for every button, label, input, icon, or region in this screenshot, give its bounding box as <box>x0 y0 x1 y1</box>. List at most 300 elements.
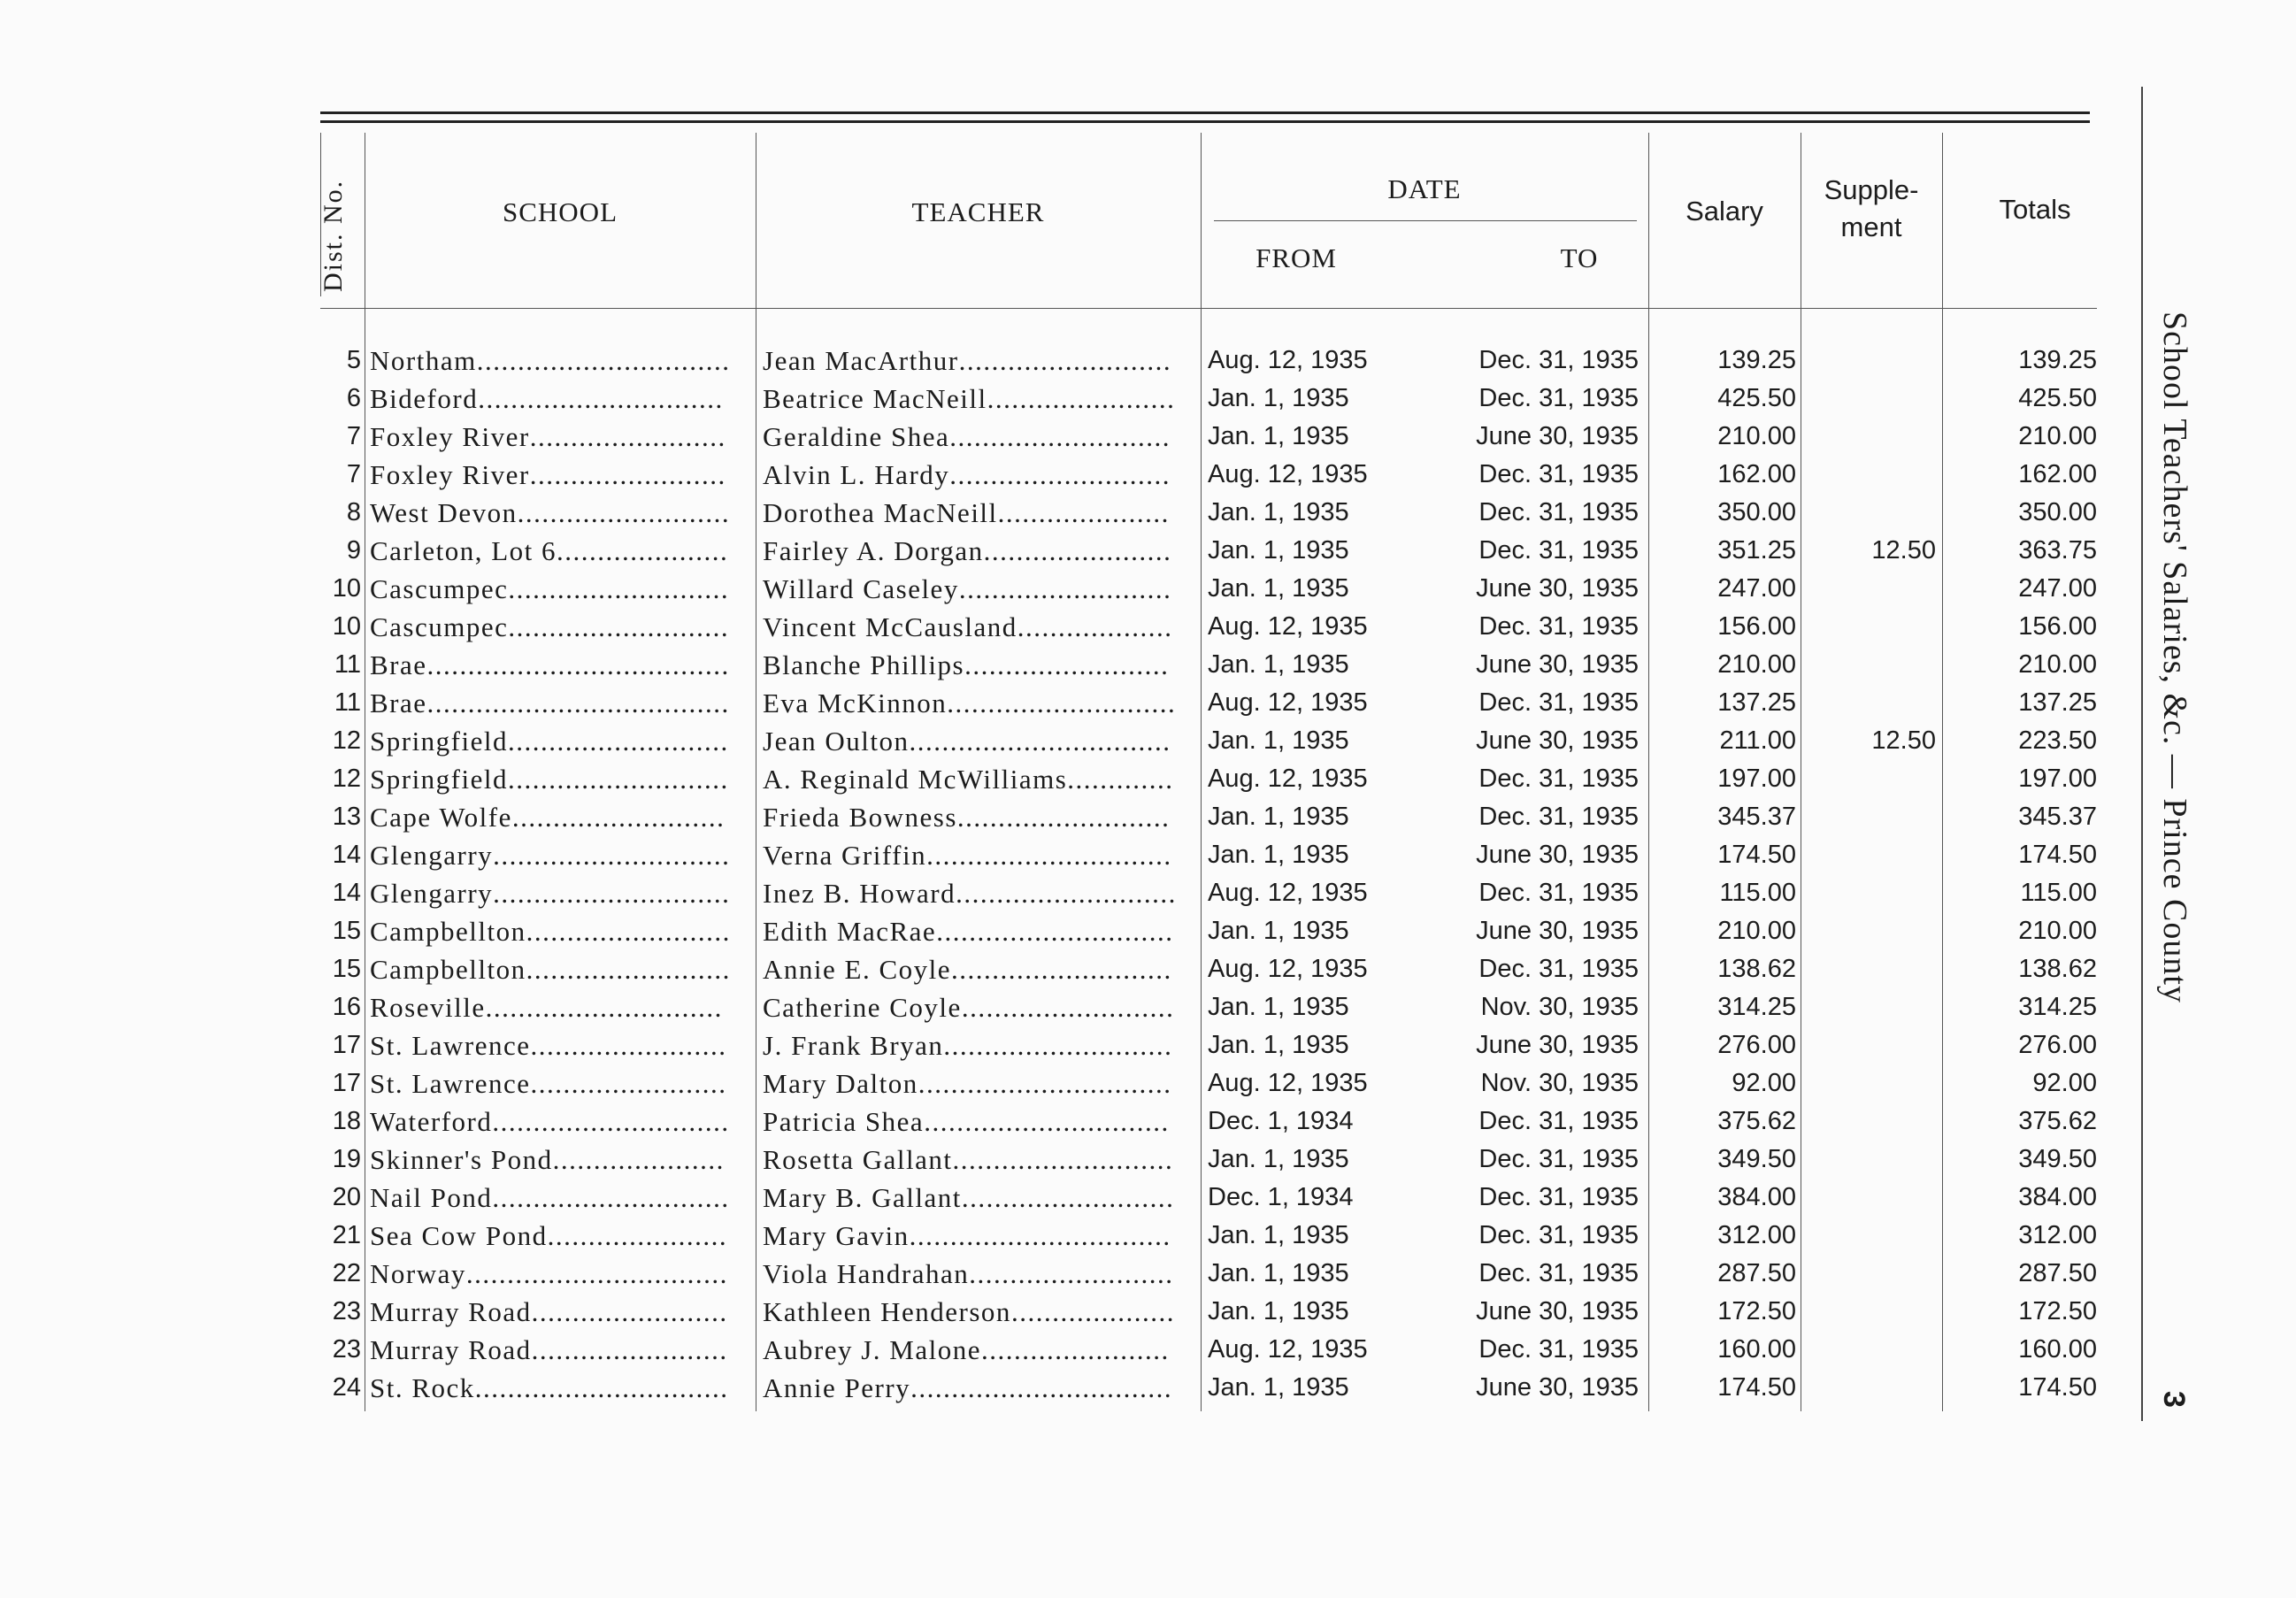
salary-cell <box>1663 456 1796 494</box>
from-date-cell <box>1208 380 1447 418</box>
from-date-cell <box>1208 456 1447 494</box>
total-cell-text: 210.00 <box>2018 422 2097 450</box>
teacher-cell <box>763 760 1196 798</box>
teacher-cell <box>763 950 1196 988</box>
total-cell <box>1947 684 2097 722</box>
dist-no-cell-text: 23 <box>332 1297 361 1325</box>
dot-leader: ........................... <box>508 573 730 604</box>
salary-cell <box>1663 380 1796 418</box>
table-row <box>0 570 2141 608</box>
salary-cell <box>1663 874 1796 912</box>
total-cell <box>1947 532 2097 570</box>
teacher-cell-text: Edith MacRae <box>763 916 937 947</box>
total-cell-text: 350.00 <box>2018 498 2097 526</box>
to-date-cell <box>1416 1102 1639 1141</box>
salary-cell-text: 115.00 <box>1719 879 1796 907</box>
school-cell-text: Carleton, Lot 6 <box>370 535 557 566</box>
salary-cell <box>1663 1141 1796 1179</box>
school-cell <box>370 836 750 874</box>
to-date-cell-text: Dec. 31, 1935 <box>1478 1183 1639 1211</box>
teacher-cell <box>763 1255 1196 1293</box>
salary-cell <box>1663 988 1796 1026</box>
dot-leader: .......................... <box>956 802 1171 833</box>
teacher-cell-text: Patricia Shea <box>763 1106 925 1137</box>
teacher-cell <box>763 646 1196 684</box>
total-cell-text: 223.50 <box>2018 726 2097 755</box>
salary-cell <box>1663 950 1796 988</box>
to-date-cell <box>1416 456 1639 494</box>
dist-no-cell <box>310 1217 361 1255</box>
dot-leader: .......................... <box>517 497 731 528</box>
salary-cell <box>1663 1293 1796 1331</box>
school-cell-text: St. Lawrence <box>370 1068 531 1099</box>
document-page: Dist. No. SCHOOL TEACHER DATE FROM TO Salary Supple- ment Totals 5 Northam............................... Jean MacArthur.......................... Aug. 12, 1935 Dec. 31, 1935 139.25 139.25 6 Bideford.............................. Beatrice MacNeill....................... Jan. 1, 1935 Dec. 31, 1935 425.50 425.50 7 Foxley River........................ Geraldine Shea........................... Jan. 1, 1935 June 30, 1935 210.00 210.00 7 Foxley River........................ Alvin L. Hardy........................... Aug. 12, 1935 Dec. 31, 1935 162.00 162.00 8 West Devon.......................... Dorothea MacNeill..................... Jan. 1, 1935 Dec. 31, 1935 350.00 350.00 9 Carleton, Lot 6..................... Fairley A. Dorgan....................... Jan. 1, 1935 Dec. 31, 1935 351.25 12.50 363.75 10 Cascumpec........................... Willard Caseley.......................... Jan. 1, 1935 June 30, 1935 247.00 247.00 10 Cascumpec........................... Vincent McCausland................... Aug. 12, 1935 Dec. 31, 1935 156.00 156.00 11 Brae..................................... Blanche Phillips......................... Jan. 1, 1935 June 30, 1935 210.00 210.00 11 Brae..................................... Eva McKinnon............................ Aug. 12, 1935 Dec. 31, 1935 137.25 137.25 12 Springfield........................... Jean Oulton................................ Jan. 1, 1935 June 30, 1935 211.00 12.50 223.50 12 Springfield........................... A. Reginald McWilliams............. Aug. 12, 1935 Dec. 31, 1935 197.00 197.00 13 Cape Wolfe.......................... Frieda Bowness.......................... Jan. 1, 1935 Dec. 31, 1935 345.37 345.37 14 Glengarry............................. Verna Griffin.............................. Jan. 1, 1935 June 30, 1935 174.50 174.50 14 Glengarry............................. Inez B. Howard........................... Aug. 12, 1935 Dec. 31, 1935 115.00 115.00 15 Campbellton......................... Edith MacRae............................. Jan. 1, 1935 June 30, 1935 210.00 210.00 15 Campbellton......................... Annie E. Coyle........................... Aug. 12, 1935 Dec. 31, 1935 138.62 138.62 16 Roseville............................. Catherine Coyle.......................... Jan. 1, 1935 Nov. 30, 1935 314.25 314.25 17 St. Lawrence........................ J. Frank Bryan............................ Jan. 1, 1935 June 30, 1935 276.00 276.00 17 St. Lawrence........................ Mary Dalton............................... Aug. 12, 1935 Nov. 30, 1935 92.00 92.00 18 Waterford............................. Patricia Shea.............................. Dec. 1, 1934 Dec. 31, 1935 375.62 375.62 19 Skinner's Pond..................... Rosetta Gallant........................... Jan. 1, 1935 Dec. 31, 1935 349.50 349.50 20 Nail Pond............................. Mary B. Gallant.......................... Dec. 1, 1934 Dec. 31, 1935 384.00 384.00 21 Sea Cow Pond...................... Mary Gavin................................ Jan. 1, 1935 Dec. 31, 1935 312.00 312.00 22 Norway................................ Viola Handrahan......................... Jan. 1, 1935 Dec. 31, 1935 287.50 287.50 23 Murray Road........................ Kathleen Henderson.................... Jan. 1, 1935 June 30, 1935 172.50 172.50 23 Murray Road........................ Aubrey J. Malone....................... Aug. 12, 1935 Dec. 31, 1935 160.00 160.00 24 St. Rock............................... Annie Perry................................ Jan. 1, 1935 June 30, 1935 174.50 174.50 School Teachers' Salaries, &c. — Prince County 3 <box>0 0 2296 1598</box>
dot-leader: ......................... <box>526 916 731 947</box>
from-header: FROM <box>1256 242 1337 273</box>
school-cell-text: St. Rock <box>370 1372 475 1403</box>
dot-leader: ....................... <box>980 1334 1170 1365</box>
total-cell-text: 137.25 <box>2018 688 2097 717</box>
teacher-cell <box>763 1064 1196 1102</box>
to-date-cell <box>1416 1217 1639 1255</box>
from-date-cell-text: Jan. 1, 1935 <box>1208 1221 1349 1249</box>
school-cell <box>370 646 750 684</box>
table-row <box>0 836 2141 874</box>
school-cell <box>370 1064 750 1102</box>
to-date-cell <box>1416 1064 1639 1102</box>
teacher-cell-text: Catherine Coyle <box>763 992 962 1023</box>
supplement-cell-text: 12.50 <box>1871 726 1936 755</box>
from-date-cell <box>1208 874 1447 912</box>
dot-leader: ......................... <box>964 649 1170 680</box>
dist-no-cell <box>310 760 361 798</box>
salary-cell-text: 92.00 <box>1732 1069 1796 1097</box>
total-cell-text: 156.00 <box>2018 612 2097 641</box>
teacher-cell <box>763 988 1196 1026</box>
dist-no-cell-text: 7 <box>346 460 361 488</box>
school-cell-text: Foxley River <box>370 421 530 452</box>
dist-no-cell <box>310 342 361 380</box>
dist-no-cell <box>310 1179 361 1217</box>
to-date-cell-text: Dec. 31, 1935 <box>1478 1221 1639 1249</box>
total-cell <box>1947 874 2097 912</box>
to-date-cell <box>1416 1293 1639 1331</box>
teacher-cell <box>763 1179 1196 1217</box>
to-date-cell <box>1416 760 1639 798</box>
table-row <box>0 1026 2141 1064</box>
from-date-cell-text: Jan. 1, 1935 <box>1208 726 1349 755</box>
total-cell <box>1947 950 2097 988</box>
to-date-cell <box>1416 722 1639 760</box>
school-cell-text: Murray Road <box>370 1334 532 1365</box>
dist-no-cell <box>310 874 361 912</box>
dot-leader: ............................. <box>493 878 731 909</box>
salary-cell <box>1663 836 1796 874</box>
page-edge-rule <box>2141 87 2143 1421</box>
salary-cell <box>1663 570 1796 608</box>
dist-no-cell <box>310 1064 361 1102</box>
dot-leader: ............................... <box>918 1068 1172 1099</box>
total-cell-text: 138.62 <box>2018 955 2097 983</box>
from-date-cell-text: Aug. 12, 1935 <box>1208 1069 1368 1097</box>
total-cell-text: 363.75 <box>2018 536 2097 565</box>
salary-cell-text: 384.00 <box>1717 1183 1796 1211</box>
salary-cell-text: 351.25 <box>1717 536 1796 565</box>
dist-no-cell <box>310 380 361 418</box>
total-cell <box>1947 380 2097 418</box>
from-date-cell-text: Jan. 1, 1935 <box>1208 1297 1349 1325</box>
top-rule-lower <box>320 120 2090 123</box>
from-date-cell <box>1208 646 1447 684</box>
teacher-cell <box>763 1369 1196 1407</box>
total-cell <box>1947 1331 2097 1369</box>
from-date-cell-text: Aug. 12, 1935 <box>1208 955 1368 983</box>
salary-cell-text: 156.00 <box>1717 612 1796 641</box>
school-cell <box>370 380 750 418</box>
dot-leader: ............. <box>1067 764 1174 795</box>
school-cell-text: Glengarry <box>370 878 494 909</box>
dist-no-cell <box>310 646 361 684</box>
table-row <box>0 760 2141 798</box>
dist-no-cell <box>310 722 361 760</box>
school-cell-text: Murray Road <box>370 1296 532 1327</box>
teacher-cell <box>763 1141 1196 1179</box>
dot-leader: ........................... <box>951 954 1172 985</box>
school-cell-text: Glengarry <box>370 840 494 871</box>
dot-leader: ..................................... <box>426 649 730 680</box>
school-cell-text: Cascumpec <box>370 573 509 604</box>
teacher-cell-text: Beatrice MacNeill <box>763 383 987 414</box>
school-cell-text: Cape Wolfe <box>370 802 512 833</box>
to-date-cell-text: Dec. 31, 1935 <box>1478 460 1639 488</box>
to-date-cell-text: Dec. 31, 1935 <box>1478 1145 1639 1173</box>
to-header: TO <box>1560 242 1599 273</box>
dot-leader: ............................. <box>492 1182 730 1213</box>
dot-leader: ..................... <box>997 497 1170 528</box>
salary-cell <box>1663 1064 1796 1102</box>
total-cell-text: 312.00 <box>2018 1221 2097 1249</box>
school-cell-text: Brae <box>370 649 427 680</box>
from-date-cell-text: Jan. 1, 1935 <box>1208 422 1349 450</box>
from-date-cell-text: Jan. 1, 1935 <box>1208 803 1349 831</box>
total-cell <box>1947 494 2097 532</box>
salary-cell-text: 375.62 <box>1717 1107 1796 1135</box>
from-date-cell-text: Aug. 12, 1935 <box>1208 764 1368 793</box>
total-cell-text: 425.50 <box>2018 384 2097 412</box>
dist-no-cell-text: 10 <box>332 574 361 603</box>
to-date-cell <box>1416 608 1639 646</box>
from-date-cell <box>1208 722 1447 760</box>
table-row <box>0 1141 2141 1179</box>
to-date-cell-text: June 30, 1935 <box>1476 1031 1639 1059</box>
salary-cell <box>1663 1026 1796 1064</box>
to-date-cell <box>1416 494 1639 532</box>
dot-leader: ............................ <box>947 688 1177 718</box>
teacher-cell <box>763 798 1196 836</box>
salary-cell <box>1663 760 1796 798</box>
dot-leader: ..................................... <box>426 688 730 718</box>
dot-leader: .......................... <box>511 802 726 833</box>
from-date-cell-text: Aug. 12, 1935 <box>1208 346 1368 374</box>
teacher-cell-text: Verna Griffin <box>763 840 927 871</box>
to-date-cell-text: Dec. 31, 1935 <box>1478 612 1639 641</box>
total-cell-text: 139.25 <box>2018 346 2097 374</box>
to-date-cell <box>1416 684 1639 722</box>
dist-no-cell-text: 23 <box>332 1335 361 1364</box>
teacher-cell-text: Annie E. Coyle <box>763 954 951 985</box>
from-date-cell <box>1208 1331 1447 1369</box>
school-cell-text: Brae <box>370 688 427 718</box>
salary-cell-text: 425.50 <box>1717 384 1796 412</box>
total-cell <box>1947 798 2097 836</box>
from-date-cell-text: Aug. 12, 1935 <box>1208 879 1368 907</box>
dist-no-cell-text: 21 <box>332 1221 361 1249</box>
total-cell <box>1947 418 2097 456</box>
total-cell <box>1947 1293 2097 1331</box>
to-date-cell <box>1416 1331 1639 1369</box>
teacher-cell <box>763 456 1196 494</box>
from-date-cell-text: Jan. 1, 1935 <box>1208 650 1349 679</box>
teacher-cell <box>763 570 1196 608</box>
total-cell <box>1947 1179 2097 1217</box>
dist-no-cell-text: 17 <box>332 1069 361 1097</box>
to-date-cell <box>1416 570 1639 608</box>
salary-cell-text: 138.62 <box>1717 955 1796 983</box>
to-date-cell <box>1416 1369 1639 1407</box>
teacher-cell <box>763 1026 1196 1064</box>
table-row <box>0 1179 2141 1217</box>
teacher-cell <box>763 342 1196 380</box>
from-date-cell-text: Jan. 1, 1935 <box>1208 1373 1349 1402</box>
table-row <box>0 608 2141 646</box>
school-cell-text: Springfield <box>370 726 508 757</box>
school-cell <box>370 342 750 380</box>
date-header: DATE <box>1387 173 1462 204</box>
dot-leader: ........................ <box>529 421 726 452</box>
top-rule-upper <box>320 111 2090 114</box>
from-date-cell-text: Jan. 1, 1935 <box>1208 993 1349 1021</box>
school-cell-text: Roseville <box>370 992 486 1023</box>
dist-no-cell <box>310 570 361 608</box>
total-cell <box>1947 760 2097 798</box>
total-cell-text: 287.50 <box>2018 1259 2097 1287</box>
from-date-cell-text: Jan. 1, 1935 <box>1208 917 1349 945</box>
dist-no-cell <box>310 1141 361 1179</box>
total-cell <box>1947 608 2097 646</box>
teacher-cell-text: Kathleen Henderson <box>763 1296 1011 1327</box>
from-date-cell <box>1208 608 1447 646</box>
to-date-cell-text: Dec. 31, 1935 <box>1478 536 1639 565</box>
total-cell-text: 210.00 <box>2018 650 2097 679</box>
dot-leader: .............................. <box>478 383 724 414</box>
from-date-cell-text: Jan. 1, 1935 <box>1208 498 1349 526</box>
to-date-cell-text: June 30, 1935 <box>1476 422 1639 450</box>
salary-cell-text: 174.50 <box>1717 1373 1796 1402</box>
salary-cell <box>1663 722 1796 760</box>
salary-cell <box>1663 1331 1796 1369</box>
dot-leader: .......................... <box>961 1182 1175 1213</box>
table-row <box>0 1217 2141 1255</box>
to-date-cell-text: Dec. 31, 1935 <box>1478 498 1639 526</box>
school-cell-text: Skinner's Pond <box>370 1144 553 1175</box>
teacher-cell-text: Mary B. Gallant <box>763 1182 962 1213</box>
salary-cell <box>1663 1255 1796 1293</box>
totals-header: Totals <box>1999 194 2071 225</box>
to-date-cell <box>1416 1026 1639 1064</box>
to-date-cell <box>1416 988 1639 1026</box>
salary-cell <box>1663 1369 1796 1407</box>
salary-cell <box>1663 684 1796 722</box>
salary-cell-text: 350.00 <box>1717 498 1796 526</box>
to-date-cell-text: Dec. 31, 1935 <box>1478 955 1639 983</box>
dot-leader: ........................... <box>508 726 729 757</box>
total-cell-text: 162.00 <box>2018 460 2097 488</box>
table-row <box>0 874 2141 912</box>
teacher-cell-text: Rosetta Gallant <box>763 1144 953 1175</box>
from-date-cell <box>1208 532 1447 570</box>
dist-no-cell-text: 15 <box>332 955 361 983</box>
to-date-cell-text: Dec. 31, 1935 <box>1478 346 1639 374</box>
school-cell <box>370 1293 750 1331</box>
dot-leader: ........................ <box>530 1030 727 1061</box>
to-date-cell-text: June 30, 1935 <box>1476 650 1639 679</box>
dist-no-cell <box>310 798 361 836</box>
from-date-cell-text: Dec. 1, 1934 <box>1208 1107 1354 1135</box>
from-date-cell <box>1208 418 1447 456</box>
dot-leader: ................................ <box>909 1220 1171 1251</box>
dot-leader: ........................ <box>531 1296 728 1327</box>
table-row <box>0 342 2141 380</box>
dist-no-cell-text: 6 <box>346 384 361 412</box>
teacher-cell-text: Willard Caseley <box>763 573 959 604</box>
table-row <box>0 418 2141 456</box>
school-cell-text: Norway <box>370 1258 466 1289</box>
from-date-cell <box>1208 1255 1447 1293</box>
dot-leader: ...................... <box>547 1220 728 1251</box>
table-row <box>0 456 2141 494</box>
to-date-cell-text: Dec. 31, 1935 <box>1478 764 1639 793</box>
dot-leader: ....................... <box>983 535 1172 566</box>
from-date-cell <box>1208 760 1447 798</box>
dist-no-cell <box>310 950 361 988</box>
dist-no-cell <box>310 1102 361 1141</box>
salary-cell <box>1663 1102 1796 1141</box>
dot-leader: ............................. <box>485 992 723 1023</box>
salary-cell-text: 211.00 <box>1719 726 1796 755</box>
salary-cell <box>1663 342 1796 380</box>
to-date-cell-text: Dec. 31, 1935 <box>1478 879 1639 907</box>
total-cell <box>1947 1026 2097 1064</box>
dist-no-cell-text: 17 <box>332 1031 361 1059</box>
table-row <box>0 798 2141 836</box>
dist-no-cell <box>310 1255 361 1293</box>
dist-no-cell <box>310 456 361 494</box>
dist-no-cell-text: 18 <box>332 1107 361 1135</box>
table-row <box>0 950 2141 988</box>
from-date-cell <box>1208 1102 1447 1141</box>
school-cell <box>370 760 750 798</box>
school-cell <box>370 494 750 532</box>
dot-leader: ............................... <box>474 1372 729 1403</box>
teacher-cell-text: Alvin L. Hardy <box>763 459 950 490</box>
table-row <box>0 912 2141 950</box>
to-date-cell <box>1416 836 1639 874</box>
to-date-cell-text: Dec. 31, 1935 <box>1478 1107 1639 1135</box>
salary-cell <box>1663 646 1796 684</box>
school-cell-text: Northam <box>370 345 477 376</box>
dot-leader: ........................... <box>949 421 1171 452</box>
from-date-cell-text: Aug. 12, 1935 <box>1208 612 1368 641</box>
school-cell <box>370 1141 750 1179</box>
dist-no-cell-text: 11 <box>334 688 361 717</box>
dot-leader: ......................... <box>969 1258 1174 1289</box>
dist-no-cell <box>310 1293 361 1331</box>
total-cell <box>1947 836 2097 874</box>
to-date-cell <box>1416 1255 1639 1293</box>
to-date-cell-text: Dec. 31, 1935 <box>1478 1259 1639 1287</box>
from-date-cell <box>1208 684 1447 722</box>
teacher-cell <box>763 1293 1196 1331</box>
from-date-cell-text: Jan. 1, 1935 <box>1208 536 1349 565</box>
dist-no-cell <box>310 912 361 950</box>
table-row <box>0 722 2141 760</box>
supplement-cell <box>1805 532 1936 570</box>
dist-no-cell <box>310 836 361 874</box>
total-cell-text: 210.00 <box>2018 917 2097 945</box>
total-cell <box>1947 1255 2097 1293</box>
school-cell <box>370 874 750 912</box>
salary-cell <box>1663 1217 1796 1255</box>
dist-no-cell-text: 14 <box>332 841 361 869</box>
dist-no-cell-text: 10 <box>332 612 361 641</box>
salary-cell <box>1663 798 1796 836</box>
dot-leader: ..................... <box>552 1144 725 1175</box>
dist-no-cell <box>310 1026 361 1064</box>
school-cell <box>370 418 750 456</box>
school-cell <box>370 570 750 608</box>
total-cell-text: 174.50 <box>2018 1373 2097 1402</box>
total-cell <box>1947 1217 2097 1255</box>
school-cell-text: Campbellton <box>370 954 526 985</box>
to-date-cell <box>1416 532 1639 570</box>
school-cell <box>370 722 750 760</box>
total-cell-text: 384.00 <box>2018 1183 2097 1211</box>
dist-no-cell-text: 7 <box>346 422 361 450</box>
total-cell-text: 172.50 <box>2018 1297 2097 1325</box>
total-cell <box>1947 1141 2097 1179</box>
dot-leader: .......................... <box>958 345 1172 376</box>
school-cell <box>370 1217 750 1255</box>
salary-cell-text: 345.37 <box>1717 803 1796 831</box>
salary-cell-text: 162.00 <box>1717 460 1796 488</box>
from-date-cell-text: Dec. 1, 1934 <box>1208 1183 1354 1211</box>
teacher-cell-text: Inez B. Howard <box>763 878 956 909</box>
from-date-cell <box>1208 1026 1447 1064</box>
teacher-cell-text: A. Reginald McWilliams <box>763 764 1068 795</box>
table-row <box>0 494 2141 532</box>
table-row <box>0 1102 2141 1141</box>
dist-no-cell-text: 22 <box>332 1259 361 1287</box>
salary-cell <box>1663 1179 1796 1217</box>
dist-no-cell-text: 12 <box>332 726 361 755</box>
dist-no-cell-text: 9 <box>346 536 361 565</box>
from-date-cell-text: Jan. 1, 1935 <box>1208 841 1349 869</box>
total-cell <box>1947 456 2097 494</box>
dist-no-cell-text: 20 <box>332 1183 361 1211</box>
school-cell <box>370 1255 750 1293</box>
header-bottom-rule <box>320 308 2097 309</box>
teacher-cell-text: Vincent McCausland <box>763 611 1017 642</box>
